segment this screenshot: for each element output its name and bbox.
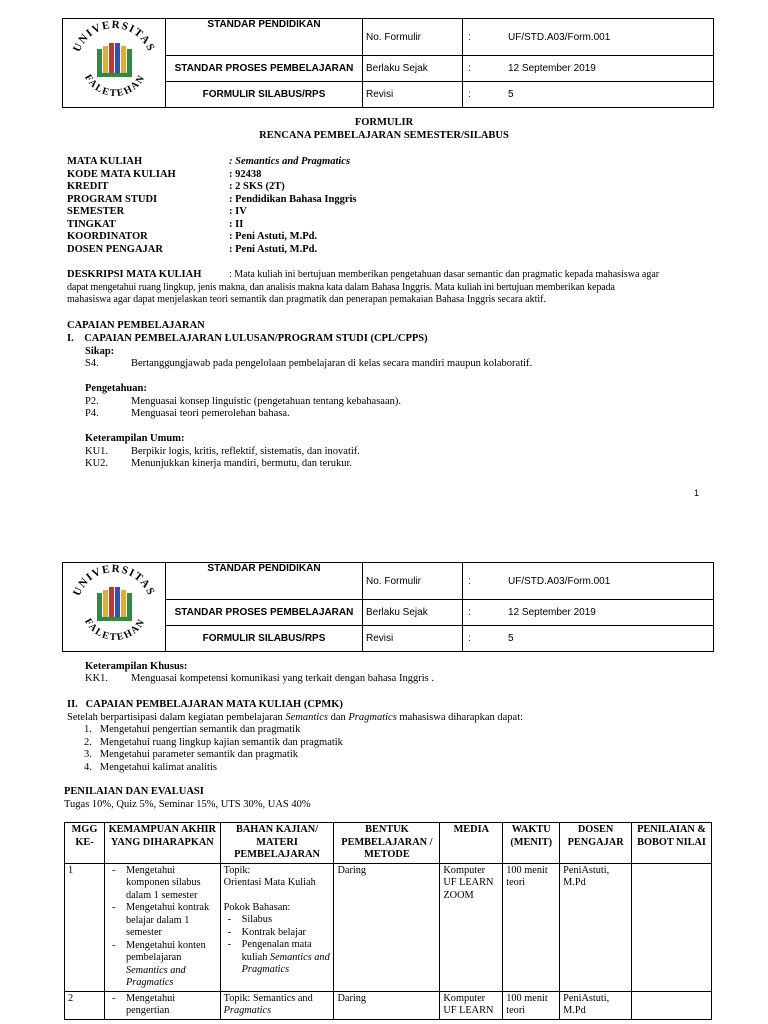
- svg-text:UNIVERSITAS: UNIVERSITAS: [70, 19, 158, 54]
- colon: :: [468, 633, 471, 644]
- pengetahuan-code: P4.: [85, 408, 99, 419]
- ket-khusus-text: Menguasai kompetensi komunikasi yang terkait dengan bahasa Inggris .: [131, 673, 434, 684]
- col-header: KEMAMPUAN AKHIR YANG DIHARAPKAN: [104, 823, 220, 864]
- berlaku-value: 12 September 2019: [508, 607, 596, 618]
- university-logo: [63, 563, 166, 651]
- berlaku-label: Berlaku Sejak: [363, 56, 463, 81]
- cell-mgg: 2: [65, 991, 105, 1019]
- info-value: : Pendidikan Bahasa Inggris: [229, 194, 357, 205]
- sikap-heading: Sikap:: [85, 346, 115, 357]
- header-row-proses: [166, 56, 713, 82]
- ket-khusus-code: KK1.: [85, 673, 109, 684]
- info-value: : Peni Astuti, M.Pd.: [229, 244, 318, 255]
- penilaian-heading: PENILAIAN DAN EVALUASI: [64, 786, 204, 797]
- deskripsi-line-3: mahasiswa agar dapat menjelaskan teori semantik dan pragmatik dan penerapan pemakaian Bahasa Inggris secara aktif.: [67, 294, 546, 305]
- cpmk-intro-and: dan: [327, 712, 349, 723]
- cell-materi: [220, 863, 334, 991]
- pokok-text: Pengenalan mata kuliah: [241, 939, 312, 963]
- col-header: MEDIA: [440, 823, 503, 864]
- header-row-standar: [166, 19, 713, 56]
- colon: :: [468, 575, 471, 587]
- cpmk-item: 2. Mengetahui ruang lingkup kajian semantik dan pragmatik: [84, 737, 343, 748]
- pokok-italic: Semantics and Pragmatics: [241, 951, 330, 975]
- table-header-row: [65, 823, 712, 864]
- cell-media: Komputer UF LEARN: [440, 991, 503, 1019]
- pokok-label: Pokok Bahasan:: [223, 901, 291, 913]
- pengetahuan-text: Menguasai teori pemerolehan bahasa.: [131, 408, 290, 419]
- university-logo: [63, 19, 166, 107]
- info-value: : 92438: [229, 169, 262, 180]
- svg-text:FALETEHAN: FALETEHAN: [82, 616, 148, 644]
- berlaku-value: 12 September 2019: [508, 63, 596, 74]
- table-row: [65, 863, 712, 991]
- cell-materi: [220, 991, 334, 1019]
- info-label: KREDIT: [67, 181, 109, 192]
- info-label: PROGRAM STUDI: [67, 194, 158, 205]
- cell-waktu: 100 menit teori: [503, 863, 560, 991]
- info-value: : Peni Astuti, M.Pd.: [229, 231, 318, 242]
- pengetahuan-code: P2.: [85, 396, 99, 407]
- deskripsi-line-2: dapat mengetahui ruang lingkup, jenis makna, dan analisis makna kata dalam Bahasa Inggris. Mata kuliah ini bertujuan memberikan kepada: [67, 282, 615, 293]
- cell-mgg: 1: [65, 863, 105, 991]
- topik-italic: Pragmatics: [223, 1005, 272, 1016]
- topik-label: Topik:: [223, 864, 251, 876]
- topik-value: Orientasi Mata Kuliah: [223, 877, 316, 888]
- ket-umum-heading: Keterampilan Umum:: [85, 433, 185, 444]
- col-header: MGG KE-: [65, 823, 105, 864]
- cell-kemampuan: [104, 863, 220, 991]
- revisi-label: Revisi: [363, 82, 463, 107]
- header-row-standar: [166, 563, 713, 600]
- no-formulir-label: No. Formulir: [363, 19, 463, 55]
- pokok-item: - Silabus: [242, 914, 331, 927]
- berlaku-label: Berlaku Sejak: [363, 600, 463, 625]
- kemampuan-italic: Semantics and Pragmatics: [125, 964, 186, 988]
- pokok-item: - Kontrak belajar: [242, 927, 331, 940]
- no-formulir-value: UF/STD.A03/Form.001: [508, 31, 611, 43]
- col-header: WAKTU (MENIT): [503, 823, 560, 864]
- colon: :: [468, 31, 471, 43]
- no-formulir-label: No. Formulir: [363, 563, 463, 599]
- pokok-item: [242, 939, 331, 977]
- ket-umum-code: KU1.: [85, 446, 109, 457]
- ket-khusus-heading: Keterampilan Khusus:: [85, 661, 188, 672]
- form-subtitle: RENCANA PEMBELAJARAN SEMESTER/SILABUS: [259, 130, 509, 141]
- form-title: FORMULIR: [354, 117, 414, 128]
- page-number: 1: [694, 488, 700, 498]
- penilaian-text: Tugas 10%, Quiz 5%, Seminar 15%, UTS 30%, UAS 40%: [64, 799, 311, 810]
- cpmk-item: 1. Mengetahui pengertian semantik dan pragmatik: [84, 724, 301, 735]
- standar-pendidikan: STANDAR PENDIDIKAN: [207, 19, 321, 30]
- cpmk-item: 4. Mengetahui kalimat analitis: [84, 762, 217, 773]
- kemampuan-item: [126, 940, 217, 990]
- cpmk-intro-pragmatics: Pragmatics: [348, 712, 397, 723]
- pengetahuan-heading: Pengetahuan:: [85, 383, 147, 394]
- col-header: BENTUK PEMBELAJARAN / METODE: [334, 823, 440, 864]
- colon: :: [468, 63, 471, 74]
- cell-kemampuan: [104, 991, 220, 1019]
- ket-umum-text: Berpikir logis, kritis, reflektif, sistematis, dan inovatif.: [131, 446, 360, 457]
- ket-umum-text: Menunjukkan kinerja mandiri, bermutu, dan terukur.: [131, 458, 353, 469]
- col-header: PENILAIAN & BOBOT NILAI: [632, 823, 712, 864]
- rps-table: [64, 822, 712, 1020]
- cpmk-item: 3. Mengetahui parameter semantik dan pragmatik: [84, 749, 299, 760]
- cell-dosen: PeniAstuti, M.Pd: [560, 863, 632, 991]
- cpmk-intro-text: Setelah berpartisipasi dalam kegiatan pembelajaran: [67, 712, 286, 723]
- svg-text:UNIVERSITAS: UNIVERSITAS: [70, 563, 158, 598]
- formulir-silabus: FORMULIR SILABUS/RPS: [166, 626, 363, 651]
- cpmk-heading: II. CAPAIAN PEMBELAJARAN MATA KULIAH (CPMK): [67, 699, 343, 710]
- info-label: MATA KULIAH: [67, 156, 143, 167]
- cpmk-intro-end: mahasiswa diharapkan dapat:: [396, 712, 524, 723]
- deskripsi-line-1: : Mata kuliah ini bertujuan memberikan pengetahuan dasar semantic dan pragmatic kepada mahasiswa agar: [229, 269, 660, 280]
- col-header: DOSEN PENGAJAR: [560, 823, 632, 864]
- info-label: KOORDINATOR: [67, 231, 148, 242]
- cell-waktu: 100 menit teori: [503, 991, 560, 1019]
- no-formulir-value: UF/STD.A03/Form.001: [508, 575, 611, 587]
- revisi-value: 5: [508, 89, 514, 100]
- document-header: [62, 18, 714, 108]
- standar-pendidikan: STANDAR PENDIDIKAN: [207, 563, 321, 574]
- colon: :: [468, 89, 471, 100]
- cpl-heading: I. CAPAIAN PEMBELAJARAN LULUSAN/PROGRAM STUDI (CPL/CPPS): [67, 333, 428, 344]
- document-header: [62, 562, 714, 652]
- col-header: BAHAN KAJIAN/ MATERI PEMBELAJARAN: [220, 823, 334, 864]
- info-value: : II: [229, 219, 244, 230]
- info-label: SEMESTER: [67, 206, 125, 217]
- header-row-proses: [166, 600, 713, 626]
- page-gap: [0, 520, 768, 540]
- ket-umum-code: KU2.: [85, 458, 109, 469]
- info-value: : IV: [229, 206, 247, 217]
- standar-proses: STANDAR PROSES PEMBELAJARAN: [166, 56, 363, 81]
- standar-proses: STANDAR PROSES PEMBELAJARAN: [166, 600, 363, 625]
- formulir-silabus: FORMULIR SILABUS/RPS: [166, 82, 363, 107]
- topik-value: Topik: Semantics and: [223, 992, 313, 1004]
- kemampuan-item: - Mengetahui komponen silabus dalam 1 semester: [126, 865, 217, 903]
- info-value: : Semantics and Pragmatics: [229, 156, 351, 167]
- cell-penilaian: [632, 863, 712, 991]
- table-row: [65, 991, 712, 1019]
- sikap-text: Bertanggungjawab pada pengelolaan pembelajaran di kelas secara mandiri maupun kolaboratif.: [131, 358, 533, 369]
- colon: :: [468, 607, 471, 618]
- revisi-value: 5: [508, 633, 514, 644]
- cell-penilaian: [632, 991, 712, 1019]
- pengetahuan-text: Menguasai konsep linguistic (pengetahuan tentang kebahasaan).: [131, 396, 401, 407]
- kemampuan-item: - Mengetahui pengertian: [126, 993, 217, 1018]
- cell-metode: Daring: [334, 863, 440, 991]
- info-label: DOSEN PENGAJAR: [67, 244, 163, 255]
- deskripsi-label: DESKRIPSI MATA KULIAH: [67, 269, 202, 280]
- cell-dosen: PeniAstuti, M.Pd: [560, 991, 632, 1019]
- info-value: : 2 SKS (2T): [229, 181, 285, 192]
- revisi-label: Revisi: [363, 626, 463, 651]
- info-label: KODE MATA KULIAH: [67, 169, 176, 180]
- capaian-heading: CAPAIAN PEMBELAJARAN: [67, 320, 205, 331]
- header-row-formulir: [166, 82, 713, 107]
- kemampuan-item: - Mengetahui kontrak belajar dalam 1 semester: [126, 902, 217, 940]
- header-row-formulir: [166, 626, 713, 651]
- cpmk-intro-semantics: Semantics: [285, 712, 328, 723]
- info-label: TINGKAT: [67, 219, 116, 230]
- kemampuan-text: Mengetahui konten pembelajaran: [125, 939, 206, 963]
- svg-text:FALETEHAN: FALETEHAN: [82, 72, 148, 100]
- sikap-code: S4.: [85, 358, 99, 369]
- cell-media: Komputer UF LEARN ZOOM: [440, 863, 503, 991]
- cell-metode: Daring: [334, 991, 440, 1019]
